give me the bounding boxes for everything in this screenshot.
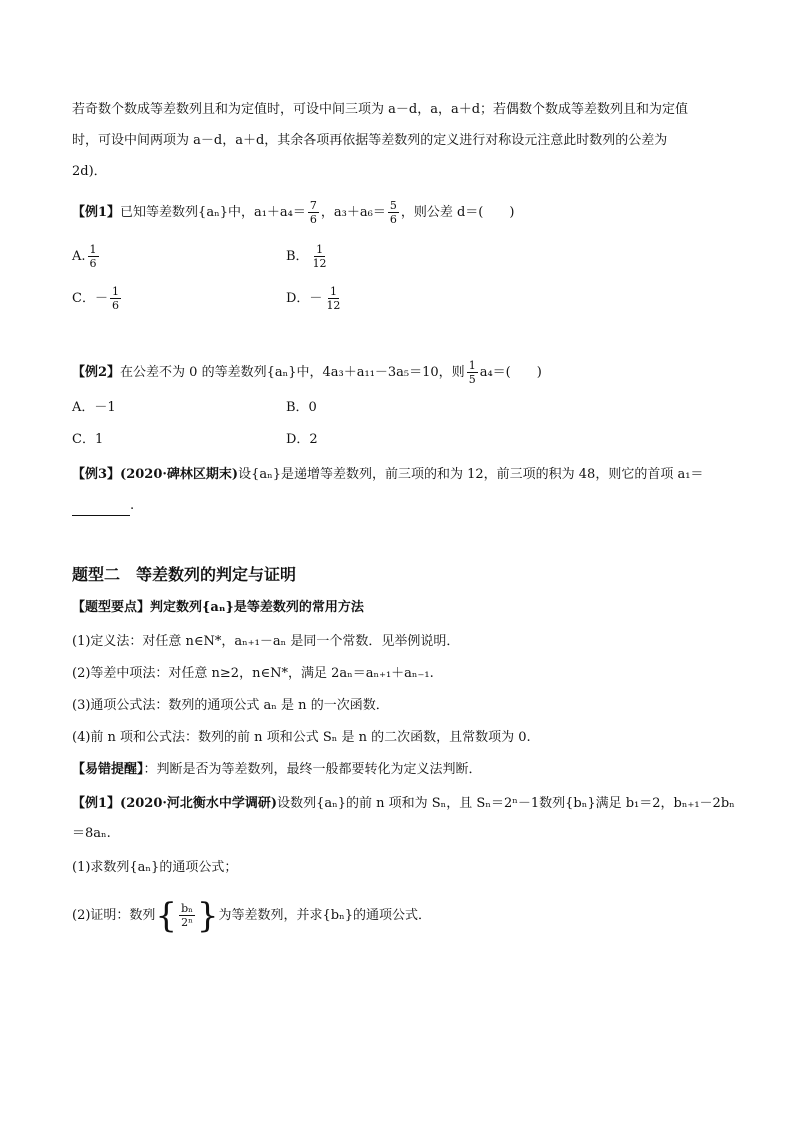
fraction: $\frac{7}{6}$ bbox=[309, 199, 317, 226]
question-2: (2)证明：数列 { $\frac{\text{bₙ}}{\text{2ⁿ}}$ } 为等差数列，并求{bₙ}的通项公式． bbox=[72, 895, 432, 936]
option-d: D．2 bbox=[286, 432, 318, 447]
method-2: (2)等差中项法：对任意 n≥2，n∈N*，满足 2aₙ＝aₙ₊₁＋aₙ₋₁. bbox=[72, 666, 434, 681]
example-tag: 【例1】 bbox=[72, 796, 121, 811]
example2-stem: 【例2】在公差不为 0 的等差数列{aₙ}中，4a₃＋a₁₁－3a₅＝10，则 $\frac{1}{5}$ a₄＝( ) bbox=[72, 359, 542, 386]
example-tag: 【例3】 bbox=[72, 467, 121, 482]
braced-fraction: { $\frac{\text{bₙ}}{\text{2ⁿ}}$ } bbox=[155, 895, 219, 936]
option-b: B． $\frac{1}{12}$ bbox=[286, 243, 327, 270]
example3-stem: 【例3】(2020·碑林区期末)设{aₙ}是递增等差数列，前三项的和为 12，前三项的积为 48，则它的首项 a₁＝ bbox=[72, 467, 704, 482]
example-tag: 【例2】 bbox=[72, 365, 121, 380]
paragraph-line-1: 若奇数个数成等差数列且和为定值时，可设中间三项为 a－d，a，a＋d；若偶数个数成等差数列且和为定值 bbox=[72, 102, 689, 117]
option-a: A. $\frac{1}{6}$ bbox=[72, 243, 97, 270]
example4-stem-cont: ＝8aₙ. bbox=[72, 826, 111, 841]
method-4: (4)前 n 项和公式法：数列的前 n 项和公式 Sₙ 是 n 的二次函数，且常数项为 0. bbox=[72, 730, 531, 745]
example1-stem: 【例1】已知等差数列{aₙ}中，a₁＋a₄＝ $\frac{7}{6}$ ，a₃＋a₆＝ $\frac{5}{6}$ ，则公差 d＝( ) bbox=[72, 199, 515, 226]
source: (2020·河北衡水中学调研) bbox=[120, 796, 278, 811]
fraction: $\frac{1}{5}$ bbox=[468, 359, 476, 386]
section-title: 题型二 等差数列的判定与证明 bbox=[72, 565, 297, 584]
example-tag: 【例1】 bbox=[72, 205, 121, 220]
method-1: (1)定义法：对任意 n∈N*，aₙ₊₁－aₙ 是同一个常数．见举例说明． bbox=[72, 634, 460, 649]
source: (2020·碑林区期末) bbox=[120, 467, 239, 482]
key-points-title: 【题型要点】判定数列{aₙ}是等差数列的常用方法 bbox=[72, 600, 364, 615]
question-1: (1)求数列{aₙ}的通项公式； bbox=[72, 860, 238, 875]
answer-blank[interactable] bbox=[72, 503, 130, 516]
option-b: B．0 bbox=[286, 400, 317, 415]
option-c: C．1 bbox=[72, 432, 104, 447]
option-c: C．－ $\frac{1}{6}$ bbox=[72, 285, 119, 312]
example4-stem: 【例1】(2020·河北衡水中学调研)设数列{aₙ}的前 n 项和为 Sₙ，且 Sₙ＝2ⁿ－1数列{bₙ}满足 b₁＝2，bₙ₊₁－2bₙ bbox=[72, 796, 735, 811]
paragraph-line-2: 时，可设中间两项为 a－d，a＋d，其余各项再依据等差数列的定义进行对称设元注意此时数列的公差为 bbox=[72, 133, 668, 148]
tip: 【易错提醒】：判断是否为等差数列，最终一般都要转化为定义法判断． bbox=[72, 762, 482, 777]
answer-blank-line: . bbox=[72, 496, 722, 516]
option-d: D．－ $\frac{1}{12}$ bbox=[286, 285, 341, 312]
paragraph-line-3: 2d)． bbox=[72, 164, 107, 179]
option-a: A．－1 bbox=[72, 400, 116, 415]
fraction: $\frac{5}{6}$ bbox=[389, 199, 397, 226]
method-3: (3)通项公式法：数列的通项公式 aₙ 是 n 的一次函数． bbox=[72, 698, 389, 713]
